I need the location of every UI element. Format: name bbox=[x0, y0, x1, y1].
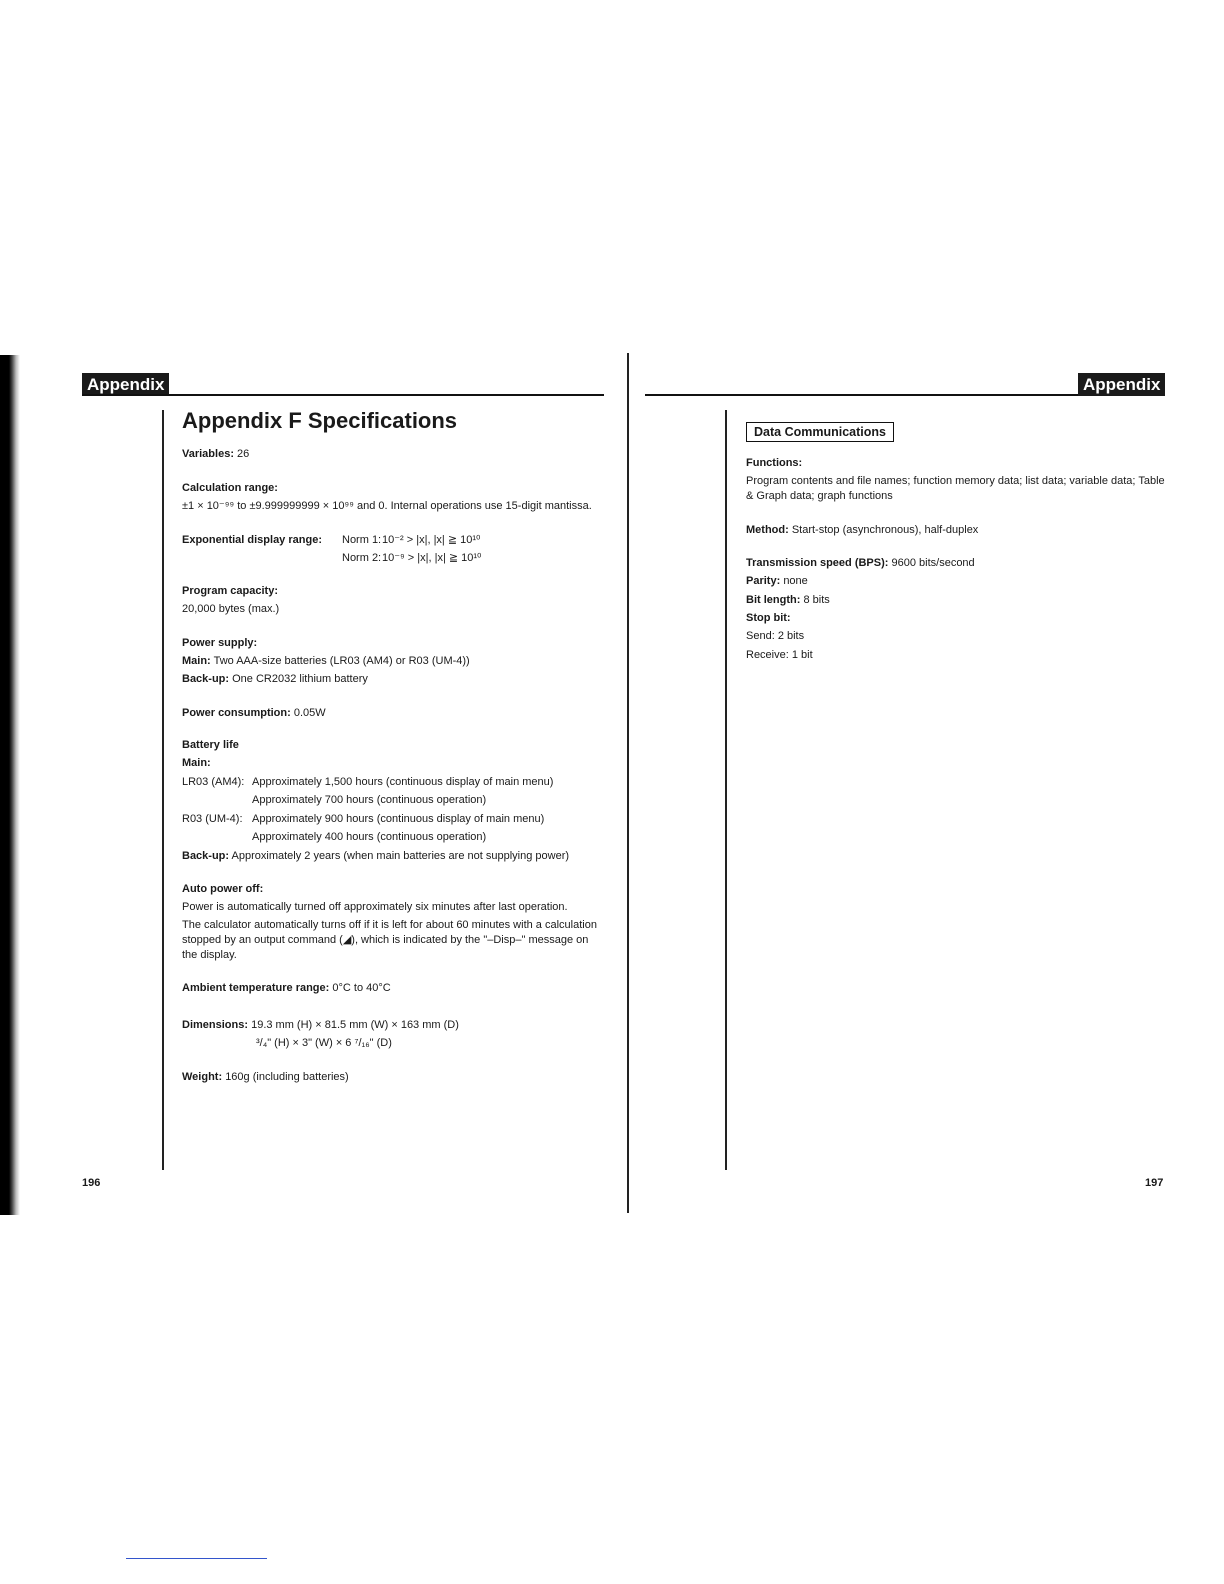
header-rule-left bbox=[82, 394, 604, 396]
link-underline bbox=[126, 1558, 267, 1559]
lr03-line1: Approximately 1,500 hours (continuous display of main menu) bbox=[252, 776, 554, 788]
r03-label: R03 (UM-4): bbox=[182, 813, 243, 825]
power-backup-value: One CR2032 lithium battery bbox=[232, 673, 368, 685]
dimensions-value-metric: 19.3 mm (H) × 81.5 mm (W) × 163 mm (D) bbox=[251, 1019, 459, 1031]
program-capacity-label: Program capacity: bbox=[182, 585, 278, 597]
power-consumption-value: 0.05W bbox=[293, 707, 326, 719]
power-main-row bbox=[182, 654, 470, 669]
auto-power-off-label: Auto power off: bbox=[182, 883, 264, 895]
parity-label: Parity: bbox=[746, 575, 781, 587]
bit-length-label: Bit length: bbox=[746, 594, 801, 606]
power-consumption-label: Power consumption: bbox=[182, 707, 291, 719]
power-supply-label: Power supply: bbox=[182, 637, 258, 649]
appendix-tab-left: Appendix bbox=[82, 373, 169, 396]
calc-range-text: ±1 × 10⁻⁹⁹ to ±9.999999999 × 10⁹⁹ and 0. Internal operations use 15-digit mantissa. bbox=[182, 500, 592, 512]
auto-power-off-p1: Power is automatically turned off approximately six minutes after last operation. bbox=[182, 901, 568, 913]
battery-backup-value: Approximately 2 years (when main batteries are not supplying power) bbox=[231, 850, 570, 862]
receive-value: 1 bit bbox=[791, 649, 813, 661]
method-value: Start-stop (asynchronous), half-duplex bbox=[791, 524, 979, 536]
functions-label: Functions: bbox=[746, 457, 803, 469]
power-main-label: Main: bbox=[182, 655, 211, 667]
appendix-tab-right: Appendix bbox=[1078, 373, 1165, 396]
section-title-box: Data Communications bbox=[746, 422, 894, 442]
speed-label: Transmission speed (BPS): bbox=[746, 557, 889, 569]
page-title: Appendix F Specifications bbox=[182, 408, 458, 433]
stop-bit-label: Stop bit: bbox=[746, 612, 791, 624]
parity-value: none bbox=[783, 575, 808, 587]
program-capacity-value: 20,000 bytes (max.) bbox=[182, 603, 280, 615]
parity-row bbox=[746, 574, 808, 589]
speed-row bbox=[746, 556, 975, 571]
exp-display-label: Exponential display range: bbox=[182, 534, 322, 546]
dimensions-row bbox=[182, 1018, 459, 1033]
dimensions-label: Dimensions: bbox=[182, 1019, 249, 1031]
variables-row bbox=[182, 447, 249, 462]
page-number-left: 196 bbox=[82, 1177, 101, 1189]
margin-line-left bbox=[162, 410, 164, 1170]
weight-value: 160g (including batteries) bbox=[225, 1071, 349, 1083]
auto-power-off-p2: The calculator automatically turns off if it is left for about 60 minutes with a calculation stopped by an output command (◢), which is indicated by the "–Disp–" message on the display. bbox=[182, 919, 597, 961]
lr03-line2: Approximately 700 hours (continuous operation) bbox=[252, 794, 487, 806]
gutter-line bbox=[627, 353, 629, 1213]
dimensions-value-imperial: ³/₄" (H) × 3" (W) × 6 ⁷/₁₆" (D) bbox=[256, 1037, 392, 1049]
method-row bbox=[746, 523, 978, 538]
book-spine bbox=[0, 355, 20, 1215]
lr03-label: LR03 (AM4): bbox=[182, 776, 245, 788]
variables-value: 26 bbox=[237, 448, 250, 460]
battery-backup-row bbox=[182, 849, 569, 864]
battery-life-label: Battery life bbox=[182, 739, 239, 751]
page-number-right: 197 bbox=[1145, 1177, 1164, 1189]
variables-label: Variables: bbox=[182, 448, 234, 460]
r03-line1: Approximately 900 hours (continuous display of main menu) bbox=[252, 813, 545, 825]
method-label: Method: bbox=[746, 524, 789, 536]
norm1-label: Norm 1: bbox=[342, 534, 382, 546]
weight-row bbox=[182, 1070, 349, 1085]
battery-backup-label: Back-up: bbox=[182, 850, 230, 862]
power-backup-label: Back-up: bbox=[182, 673, 230, 685]
functions-text: Program contents and file names; function memory data; list data; variable data; Table & Graph data; graph functions bbox=[746, 475, 1165, 502]
battery-life-main-label: Main: bbox=[182, 757, 211, 769]
calc-range-label: Calculation range: bbox=[182, 482, 278, 494]
bit-length-value: 8 bits bbox=[803, 594, 830, 606]
send-value: 2 bits bbox=[777, 630, 805, 642]
temperature-row bbox=[182, 981, 391, 996]
weight-label: Weight: bbox=[182, 1071, 223, 1083]
temperature-value: 0°C to 40°C bbox=[332, 982, 391, 994]
r03-line2: Approximately 400 hours (continuous operation) bbox=[252, 831, 487, 843]
margin-line-right bbox=[725, 410, 727, 1170]
temperature-label: Ambient temperature range: bbox=[182, 982, 330, 994]
speed-value: 9600 bits/second bbox=[891, 557, 975, 569]
header-rule-right bbox=[645, 394, 1078, 396]
receive-row bbox=[746, 648, 813, 663]
norm2-value: 10⁻⁹ > |x|, |x| ≧ 10¹⁰ bbox=[382, 552, 482, 564]
bit-length-row bbox=[746, 593, 830, 608]
send-row bbox=[746, 629, 804, 644]
norm2-label: Norm 2: bbox=[342, 552, 382, 564]
power-consumption-row bbox=[182, 706, 326, 721]
power-main-value: Two AAA-size batteries (LR03 (AM4) or R03 (UM-4)) bbox=[213, 655, 470, 667]
send-label: Send: bbox=[746, 630, 775, 642]
power-backup-row bbox=[182, 672, 368, 687]
receive-label: Receive: bbox=[746, 649, 789, 661]
norm1-value: 10⁻² > |x|, |x| ≧ 10¹⁰ bbox=[382, 534, 481, 546]
